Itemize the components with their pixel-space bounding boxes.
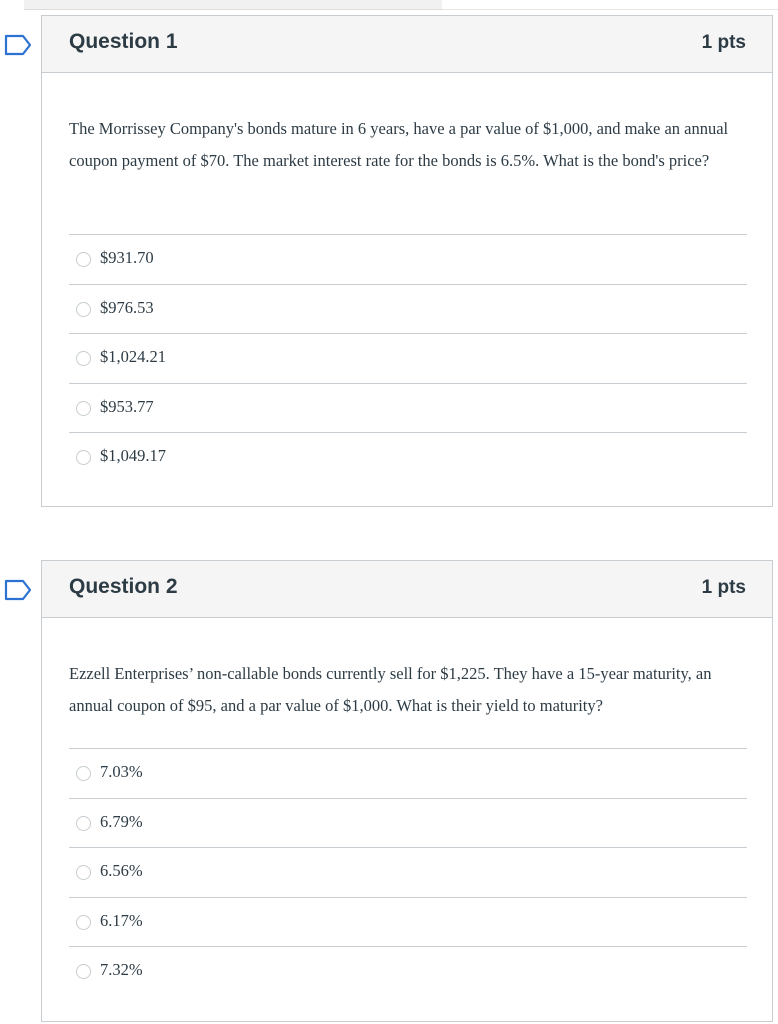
answer-option[interactable] [69, 284, 747, 334]
answer-label: 6.17% [100, 910, 143, 930]
question-text: Ezzell Enterprises’ non-callable bonds currently sell for $1,225. They have a 15-year maturity, an annual coupon of $95, and a par value of $1,000. What is their yield to maturity? [69, 664, 712, 715]
radio-button[interactable] [76, 915, 91, 930]
question-header-2 [42, 561, 772, 618]
answer-label: $976.53 [100, 297, 154, 317]
answer-option[interactable] [69, 748, 747, 798]
answer-label: 6.79% [100, 811, 143, 831]
top-bar-divider [442, 0, 778, 10]
question-title: Question 1 [69, 30, 178, 53]
answer-option[interactable] [69, 847, 747, 897]
radio-button[interactable] [76, 766, 91, 781]
question-header-1 [42, 16, 772, 73]
radio-button[interactable] [76, 865, 91, 880]
answer-list [69, 748, 747, 996]
radio-button[interactable] [76, 401, 91, 416]
radio-button[interactable] [76, 816, 91, 831]
radio-button[interactable] [76, 450, 91, 465]
answer-label: 7.32% [100, 960, 143, 979]
top-bar-segment [24, 0, 442, 10]
radio-button[interactable] [76, 252, 91, 267]
answer-option[interactable] [69, 897, 747, 947]
question-card-2 [41, 560, 773, 1022]
answer-option[interactable] [69, 234, 747, 284]
answer-option[interactable] [69, 383, 747, 433]
question-card-1 [41, 15, 773, 507]
answer-option[interactable] [69, 946, 747, 996]
answer-list [69, 234, 747, 482]
answer-option[interactable] [69, 798, 747, 848]
answer-label: $931.70 [100, 248, 154, 267]
answer-label: 7.03% [100, 762, 143, 781]
answer-label: $1,049.17 [100, 446, 166, 465]
radio-button[interactable] [76, 964, 91, 979]
bookmark-flag-icon[interactable] [4, 34, 32, 56]
answer-option[interactable] [69, 432, 747, 482]
answer-label: 6.56% [100, 861, 143, 880]
radio-button[interactable] [76, 302, 91, 317]
question-points: 1 pts [701, 32, 746, 53]
question-title: Question 2 [69, 575, 178, 598]
question-text: The Morrissey Company's bonds mature in 6 years, have a par value of $1,000, and make an annual coupon payment of $70. The market interest rate for the bonds is 6.5%. What is the bond's price? [69, 119, 729, 170]
question-points: 1 pts [701, 577, 746, 598]
answer-option[interactable] [69, 333, 747, 383]
radio-button[interactable] [76, 351, 91, 366]
bookmark-flag-icon[interactable] [4, 579, 32, 601]
answer-label: $953.77 [100, 396, 154, 416]
answer-label: $1,024.21 [100, 347, 166, 366]
top-bar [0, 0, 778, 10]
